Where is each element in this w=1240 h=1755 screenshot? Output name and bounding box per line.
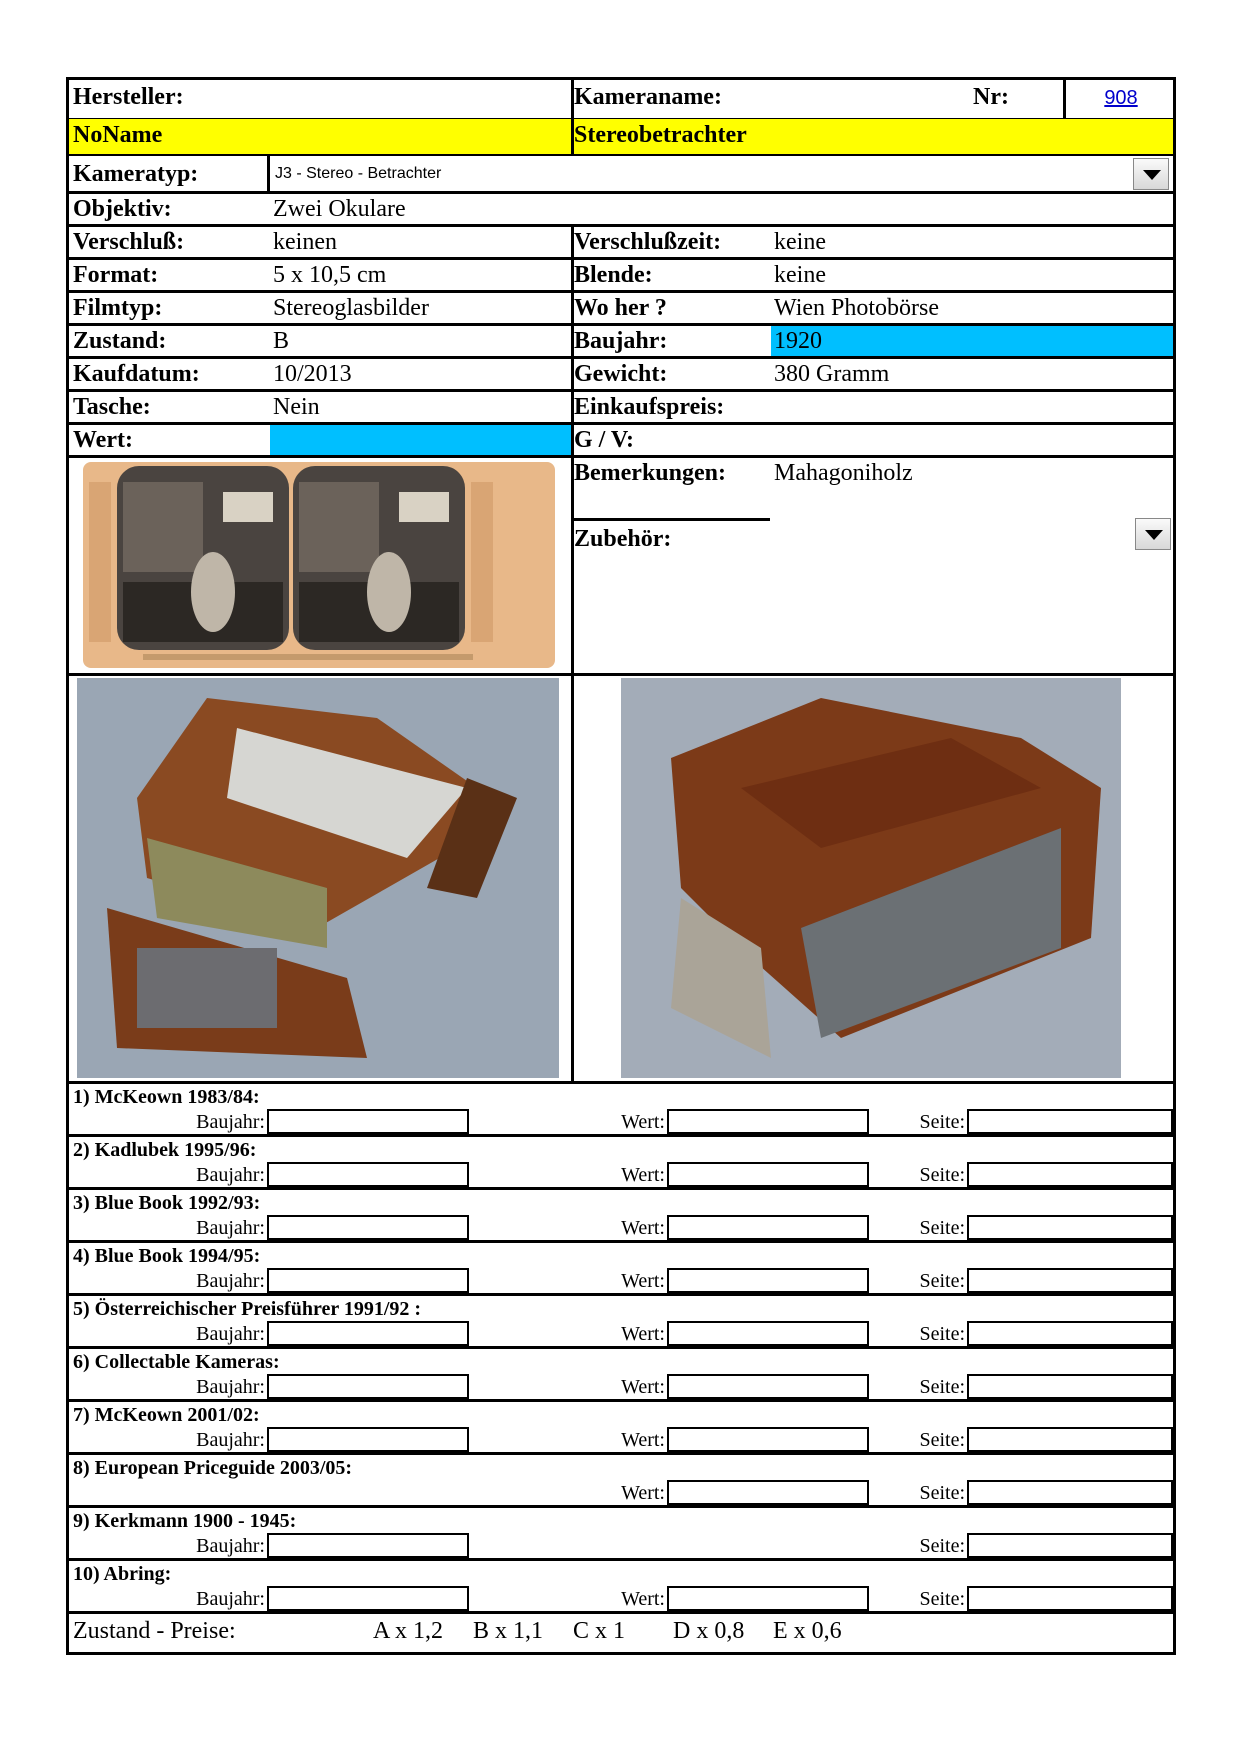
reference-title: 5) Österreichischer Preisführer 1991/92 : (73, 1298, 422, 1320)
reference-seite-input[interactable] (967, 1215, 1173, 1240)
reference-wert-label: Wert: (621, 1429, 665, 1451)
reference-seite-input[interactable] (967, 1427, 1173, 1452)
reference-seite-input[interactable] (967, 1586, 1173, 1611)
reference-seite-label: Seite: (919, 1111, 965, 1133)
reference-wert-label: Wert: (621, 1323, 665, 1345)
objektiv-value: Zwei Okulare (273, 196, 406, 222)
reference-wert-input[interactable] (667, 1427, 869, 1452)
reference-title: 8) European Priceguide 2003/05: (73, 1457, 353, 1479)
reference-seite-label: Seite: (919, 1270, 965, 1292)
reference-row (69, 1402, 1173, 1455)
reference-seite-input[interactable] (967, 1374, 1173, 1399)
reference-wert-input[interactable] (667, 1374, 869, 1399)
reference-seite-input[interactable] (967, 1268, 1173, 1293)
kaufdatum-row (69, 359, 1173, 392)
reference-baujahr-input[interactable] (267, 1215, 469, 1240)
reference-baujahr-label: Baujahr: (196, 1588, 265, 1610)
tasche-row (69, 392, 1173, 425)
filmtyp-row (69, 293, 1173, 326)
wert-row (69, 425, 1173, 458)
reference-baujahr-input[interactable] (267, 1427, 469, 1452)
reference-row (69, 1137, 1173, 1190)
baujahr-value: 1920 (774, 328, 822, 354)
wert-label: Wert: (73, 427, 133, 453)
reference-seite-input[interactable] (967, 1533, 1173, 1558)
reference-seite-label: Seite: (919, 1323, 965, 1345)
zubehoer-label: Zubehör: (574, 526, 672, 552)
reference-row (69, 1349, 1173, 1402)
photos-row (69, 676, 1173, 1084)
reference-wert-input[interactable] (667, 1321, 869, 1346)
kameraname-label: Kameraname: (574, 84, 722, 110)
reference-wert-input[interactable] (667, 1215, 869, 1240)
reference-seite-label: Seite: (919, 1164, 965, 1186)
reference-baujahr-input[interactable] (267, 1533, 469, 1558)
woher-value: Wien Photobörse (774, 295, 940, 321)
bemerkungen-underline (574, 518, 770, 521)
stereo-card-image (83, 462, 555, 668)
reference-title: 1) McKeown 1983/84: (73, 1086, 260, 1108)
reference-row (69, 1084, 1173, 1137)
reference-wert-label: Wert: (621, 1588, 665, 1610)
reference-seite-label: Seite: (919, 1217, 965, 1239)
preis-d: D x 0,8 (673, 1618, 745, 1644)
format-row (69, 260, 1173, 293)
reference-row (69, 1190, 1173, 1243)
photos-divider (571, 676, 574, 1081)
reference-wert-label: Wert: (621, 1270, 665, 1292)
reference-seite-input[interactable] (967, 1480, 1173, 1505)
kameratyp-dropdown-icon[interactable] (1133, 158, 1169, 190)
zustand-label: Zustand: (73, 328, 167, 354)
reference-row (69, 1243, 1173, 1296)
zustand-preise-row (69, 1614, 1173, 1652)
gv-label: G / V: (574, 427, 635, 453)
preis-b: B x 1,1 (473, 1618, 544, 1644)
tasche-label: Tasche: (73, 394, 151, 420)
reference-baujahr-input[interactable] (267, 1321, 469, 1346)
reference-row (69, 1561, 1173, 1614)
reference-wert-input[interactable] (667, 1268, 869, 1293)
objektiv-label: Objektiv: (73, 196, 172, 222)
verschluss-value: keinen (273, 229, 337, 255)
reference-baujahr-input[interactable] (267, 1109, 469, 1134)
blende-value: keine (774, 262, 826, 288)
verschluss-label: Verschluß: (73, 229, 185, 255)
header-label-row (69, 80, 1173, 118)
format-value: 5 x 10,5 cm (273, 262, 387, 288)
catalog-sheet (66, 77, 1176, 1655)
reference-baujahr-label: Baujahr: (196, 1535, 265, 1557)
tasche-value: Nein (273, 394, 320, 420)
reference-wert-label: Wert: (621, 1376, 665, 1398)
filmtyp-value: Stereoglasbilder (273, 295, 429, 321)
fields-divider (571, 227, 574, 458)
bemerkungen-value: Mahagoniholz (774, 460, 913, 486)
reference-seite-input[interactable] (967, 1162, 1173, 1187)
nr-box (1063, 80, 1066, 118)
reference-baujahr-label: Baujahr: (196, 1270, 265, 1292)
card-divider (571, 458, 574, 673)
reference-row (69, 1455, 1173, 1508)
reference-baujahr-label: Baujahr: (196, 1323, 265, 1345)
baujahr-highlight (771, 326, 1173, 356)
objektiv-row (69, 194, 1173, 227)
kameratyp-select[interactable]: J3 - Stereo - Betrachter (275, 165, 442, 182)
format-label: Format: (73, 262, 159, 288)
zustand-row (69, 326, 1173, 359)
gewicht-label: Gewicht: (574, 361, 668, 387)
zustand-value: B (273, 328, 290, 354)
filmtyp-label: Filmtyp: (73, 295, 163, 321)
baujahr-label: Baujahr: (574, 328, 668, 354)
reference-wert-input[interactable] (667, 1586, 869, 1611)
kaufdatum-value: 10/2013 (273, 361, 352, 387)
reference-title: 2) Kadlubek 1995/96: (73, 1139, 257, 1161)
reference-wert-label: Wert: (621, 1482, 665, 1504)
wert-highlight (270, 425, 571, 455)
reference-wert-input[interactable] (667, 1162, 869, 1187)
reference-seite-label: Seite: (919, 1535, 965, 1557)
gewicht-value: 380 Gramm (774, 361, 890, 387)
reference-title: 7) McKeown 2001/02: (73, 1404, 260, 1426)
reference-seite-label: Seite: (919, 1482, 965, 1504)
reference-baujahr-input[interactable] (267, 1162, 469, 1187)
reference-row (69, 1508, 1173, 1561)
header-value-row (69, 118, 1173, 156)
preis-c: C x 1 (573, 1618, 626, 1644)
reference-seite-input[interactable] (967, 1109, 1173, 1134)
verschlusszeit-label: Verschlußzeit: (574, 229, 722, 255)
reference-baujahr-input[interactable] (267, 1374, 469, 1399)
reference-baujahr-input[interactable] (267, 1268, 469, 1293)
reference-title: 10) Abring: (73, 1563, 172, 1585)
viewer-photo-right (621, 678, 1121, 1078)
reference-wert-input[interactable] (667, 1109, 869, 1134)
blende-label: Blende: (574, 262, 653, 288)
reference-row (69, 1296, 1173, 1349)
verschlusszeit-value: keine (774, 229, 826, 255)
zubehoer-dropdown-icon[interactable] (1135, 518, 1171, 550)
reference-baujahr-input[interactable] (267, 1586, 469, 1611)
reference-seite-input[interactable] (967, 1321, 1173, 1346)
nr-link[interactable]: 908 (1104, 87, 1138, 109)
reference-wert-label: Wert: (621, 1111, 665, 1133)
reference-seite-label: Seite: (919, 1376, 965, 1398)
reference-baujahr-label: Baujahr: (196, 1217, 265, 1239)
preis-e: E x 0,6 (773, 1618, 842, 1644)
zustand-preise-label: Zustand - Preise: (73, 1618, 236, 1644)
card-row (69, 458, 1173, 676)
woher-label: Wo her ? (574, 295, 667, 321)
reference-title: 9) Kerkmann 1900 - 1945: (73, 1510, 297, 1532)
reference-seite-label: Seite: (919, 1588, 965, 1610)
nr-label: Nr: (973, 84, 1009, 110)
preis-a: A x 1,2 (373, 1618, 444, 1644)
header-divider (571, 80, 574, 156)
hersteller-label: Hersteller: (73, 84, 184, 110)
reference-title: 6) Collectable Kameras: (73, 1351, 280, 1373)
reference-wert-label: Wert: (621, 1164, 665, 1186)
reference-baujahr-label: Baujahr: (196, 1376, 265, 1398)
kaufdatum-label: Kaufdatum: (73, 361, 200, 387)
reference-wert-input[interactable] (667, 1480, 869, 1505)
reference-baujahr-label: Baujahr: (196, 1111, 265, 1133)
reference-baujahr-label: Baujahr: (196, 1164, 265, 1186)
reference-wert-label: Wert: (621, 1217, 665, 1239)
einkaufspreis-label: Einkaufspreis: (574, 394, 725, 420)
kameratyp-label: Kameratyp: (73, 161, 199, 187)
reference-title: 3) Blue Book 1992/93: (73, 1192, 261, 1214)
viewer-photo-left (77, 678, 559, 1078)
verschluss-row (69, 227, 1173, 260)
hersteller-value: NoName (73, 122, 163, 148)
reference-baujahr-label: Baujahr: (196, 1429, 265, 1451)
reference-seite-label: Seite: (919, 1429, 965, 1451)
kameratyp-row (69, 156, 1173, 194)
reference-title: 4) Blue Book 1994/95: (73, 1245, 261, 1267)
kameratyp-divider (267, 156, 270, 191)
bemerkungen-label: Bemerkungen: (574, 460, 726, 486)
kameraname-value: Stereobetrachter (574, 122, 747, 148)
